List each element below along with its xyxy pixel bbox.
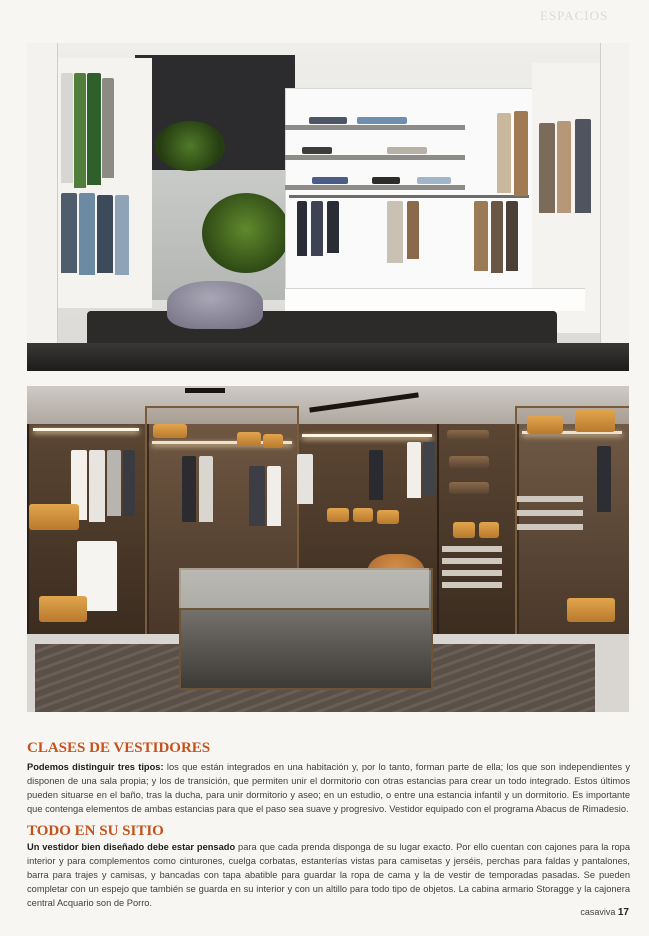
magazine-name: casaviva: [580, 907, 616, 917]
section-body-clases: [27, 760, 630, 816]
page-number: 17: [617, 907, 629, 918]
section-title-clases: CLASES DE VESTIDORES: [27, 740, 211, 756]
section-text-clases: los que están integrados en una habitación y, por lo tanto, forman parte de ella; los que son independientes y disponen de una sala propia; y los de transición, que permiten unir el dormitorio con otras estancias para crear un todo integrado. Estos últimos pueden situarse en el baño, tras la ducha, para unir dormitorio y aseo; en un estudio, o entre una estancia infantil y un dormitorio. Es importante que contenga elementos de ambas estancias para que el paso sea suave y progresivo. Vestidor equipado con el programa Abacus de Rimadesio.: [27, 762, 630, 814]
section-body-todo-en-su-sitio: [27, 840, 630, 910]
section-lead-todo-en-su-sitio: Un vestidor bien diseñado debe estar pensado: [27, 842, 236, 852]
walnut-dressing-room-photo: [27, 386, 629, 712]
section-text-todo-en-su-sitio: para que cada prenda disponga de su lugar exacto. Por ello cuentan con cajones para la ropa interior y para complementos como cinturones, cuelga corbatas, estanterías vistas para camisetas y jerséis, perchas para faldas y pantalones, barra para trajes y camisas, y bancadas con tapa abatible para guardar la ropa de cama y la de vestir de temporadas pasadas. Se pueden completar con un espejo que también se guarda en su interior y con un altillo para todo tipo de objetos. La cabina armario Storagge y la cajonera central Acquario son de Porro.: [27, 842, 630, 908]
running-header: ESPACIOS: [540, 8, 609, 23]
white-walk-in-closet-photo: [27, 43, 629, 371]
section-lead-clases: Podemos distinguir tres tipos:: [27, 762, 164, 772]
section-title-todo-en-su-sitio: TODO EN SU SITIO: [27, 823, 164, 839]
page-folio: [580, 907, 629, 918]
